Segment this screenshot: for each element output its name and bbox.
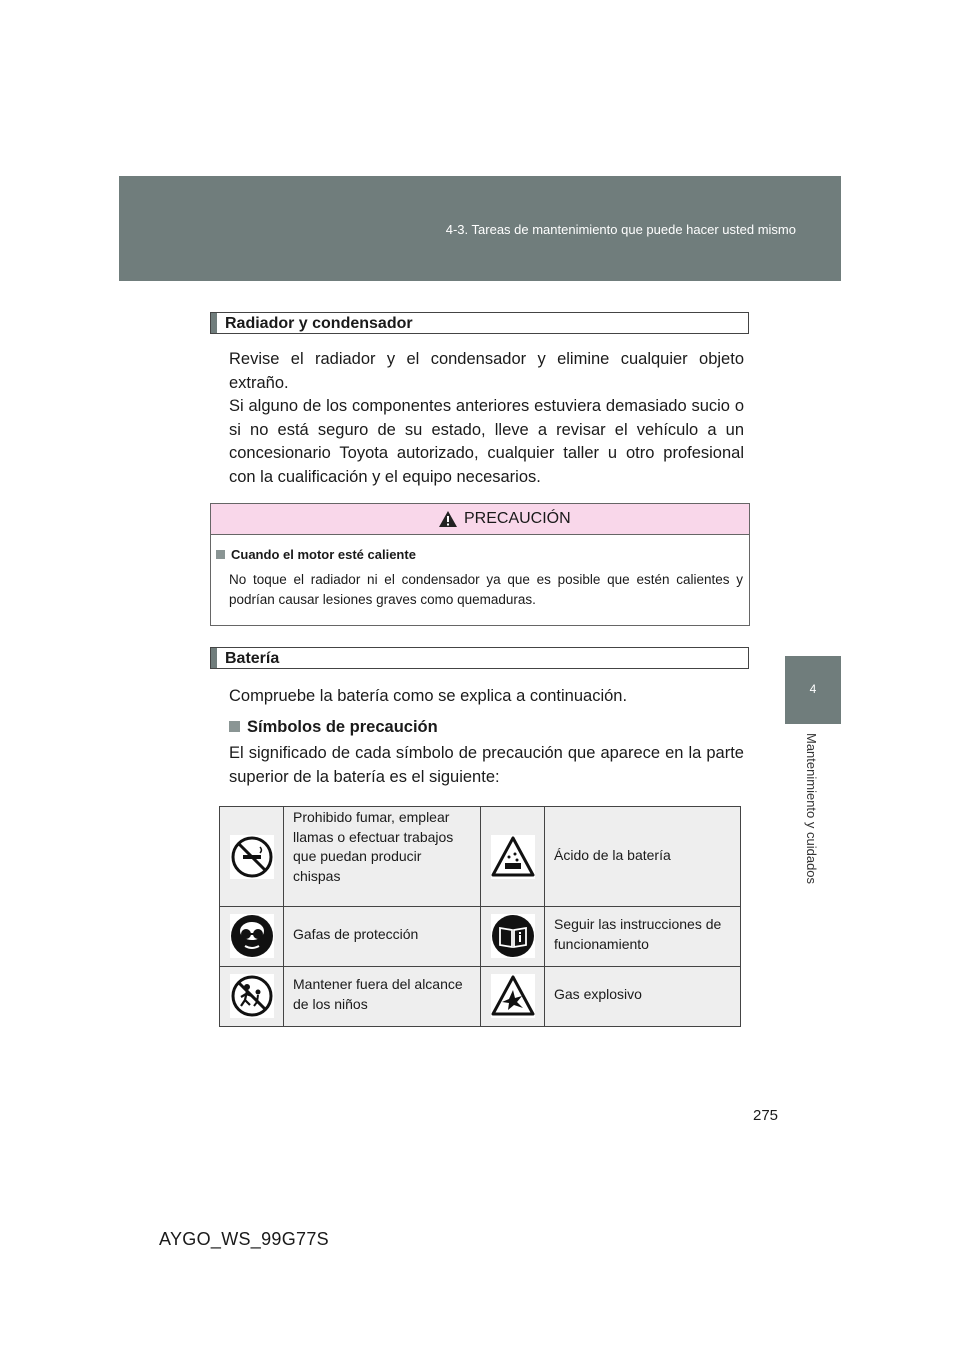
caution-label: PRECAUCIÓN	[464, 510, 571, 527]
caution-box	[210, 503, 750, 626]
heading-bar	[211, 648, 217, 668]
symbol-label: Ácido de la batería	[554, 847, 671, 863]
page-number: 275	[753, 1107, 779, 1124]
radiator-heading: Radiador y condensador	[225, 315, 413, 332]
symbols-table	[219, 806, 741, 1027]
symbol-label: Gas explosivo	[554, 986, 642, 1002]
table-row	[220, 907, 740, 967]
caution-body: No toque el radiador ni el condensador ya que es posible que estén calientes y podrían causar lesiones graves como quemaduras.	[229, 572, 743, 607]
caution-subheading	[216, 547, 416, 562]
keep-away-children-icon	[230, 974, 274, 1018]
symbol-icon-cell	[481, 967, 545, 1026]
document-code: AYGO_WS_99G77S	[159, 1229, 329, 1249]
symbols-bullet-text: Símbolos de precaución	[247, 718, 438, 736]
chapter-tab	[785, 656, 841, 724]
instruction-book-icon	[491, 914, 535, 958]
radiator-heading-box	[210, 312, 749, 334]
symbol-label: Mantener fuera del alcance de los niños	[284, 967, 481, 1026]
battery-heading: Batería	[225, 650, 280, 667]
table-row	[220, 807, 740, 907]
safety-goggles-icon	[230, 914, 274, 958]
chapter-number: 4	[809, 682, 817, 696]
radiator-paragraph: Revise el radiador y el condensador y elimine cualquier objeto extraño. Si alguno de los componentes anteriores estuviera demasiado sucio o si no está seguro de su estado, lleve a revisar el vehículo a un concesionario Toyota autorizado, cualquier taller u otro profesional con la cualificación y el equipo necesarios.	[229, 350, 744, 486]
square-bullet-icon	[216, 550, 225, 559]
caution-header	[211, 504, 749, 535]
explosive-gas-icon	[491, 974, 535, 1018]
symbol-label: Prohibido fumar, emplear llamas o efectuar trabajos que puedan producir chispas	[284, 807, 481, 906]
symbol-icon-cell	[220, 967, 284, 1026]
symbol-icon-cell	[481, 907, 545, 966]
header-band	[119, 176, 841, 281]
symbol-icon-cell	[481, 807, 545, 906]
battery-heading-box	[210, 647, 749, 669]
warning-triangle-icon	[438, 510, 458, 528]
heading-bar	[211, 313, 217, 333]
no-smoking-icon	[230, 835, 274, 879]
symbol-label: Gafas de protección	[284, 907, 481, 966]
caution-subheading-text: Cuando el motor esté caliente	[231, 547, 416, 562]
table-row	[220, 967, 740, 1026]
square-bullet-icon	[229, 721, 240, 732]
symbols-bullet	[229, 718, 438, 737]
section-title: 4-3. Tareas de mantenimiento que puede hacer usted mismo	[445, 222, 796, 237]
battery-acid-icon	[491, 835, 535, 879]
symbol-icon-cell	[220, 807, 284, 906]
symbol-icon-cell	[220, 907, 284, 966]
chapter-label: Mantenimiento y cuidados	[804, 733, 819, 885]
battery-intro: Compruebe la batería como se explica a continuación.	[229, 687, 628, 705]
symbol-label: Seguir las instrucciones de funcionamiento	[554, 916, 722, 952]
battery-description: El significado de cada símbolo de precaución que aparece en la parte superior de la batería es el siguiente:	[229, 744, 744, 786]
